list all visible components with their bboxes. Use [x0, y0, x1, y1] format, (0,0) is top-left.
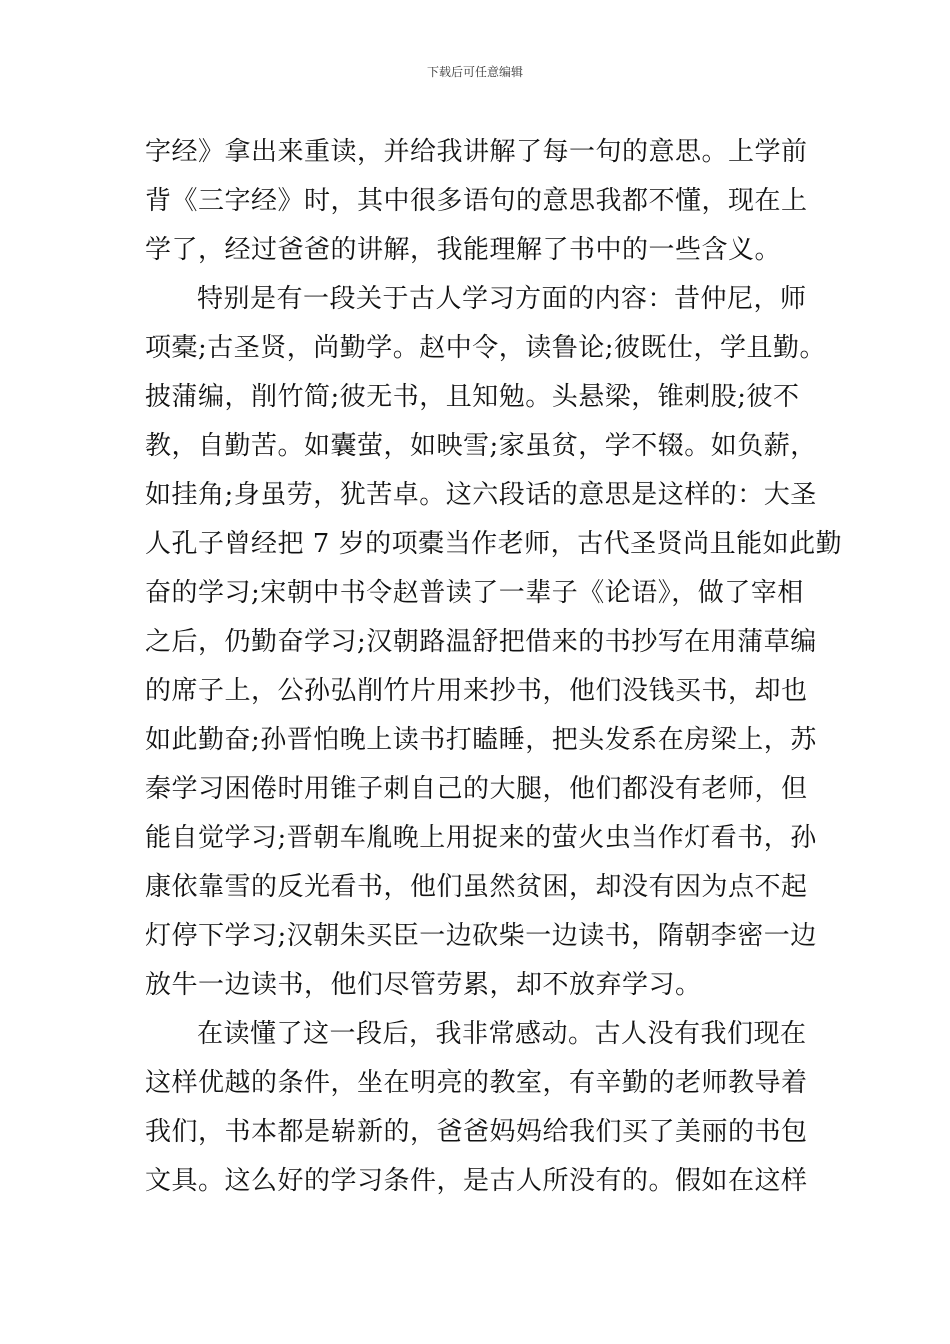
text-line: 如此勤奋;孙晋怕晚上读书打瞌睡，把头发系在房梁上，苏	[145, 725, 817, 755]
text-line: 康依靠雪的反光看书，他们虽然贫困，却没有因为点不起	[145, 872, 808, 902]
text-line: 放牛一边读书，他们尽管劳累，却不放弃学习。	[145, 970, 702, 1000]
paragraph	[145, 128, 815, 275]
text-line: 的席子上，公孙弘削竹片用来抄书，他们没钱买书，却也	[145, 676, 808, 706]
paragraph	[145, 1010, 815, 1206]
text-line: 字经》拿出来重读，并给我讲解了每一句的意思。上学前	[145, 137, 808, 167]
text-line: 之后，仍勤奋学习;汉朝路温舒把借来的书抄写在用蒲草编	[145, 627, 817, 657]
text-line: 教，自勤苦。如囊萤，如映雪;家虽贫，学不辍。如负薪，	[145, 431, 817, 461]
text-line: 项橐;古圣贤，尚勤学。赵中令，读鲁论;彼既仕，学且勤。	[145, 333, 827, 363]
text-line: 能自觉学习;晋朝车胤晚上用捉来的萤火虫当作灯看书，孙	[145, 823, 817, 853]
document-body	[145, 128, 843, 1206]
text-line: 文具。这么好的学习条件，是古人所没有的。假如在这样	[145, 1166, 808, 1196]
text-line: 灯停下学习;汉朝朱买臣一边砍柴一边读书，隋朝李密一边	[145, 921, 817, 951]
text-line: 奋的学习;宋朝中书令赵普读了一辈子《论语》，做了宰相	[145, 578, 804, 608]
text-line: 秦学习困倦时用锥子刺自己的大腿，他们都没有老师，但	[145, 774, 808, 804]
text-line: 特别是有一段关于古人学习方面的内容：昔仲尼，师	[197, 284, 807, 314]
text-line: 在读懂了这一段后，我非常感动。古人没有我们现在	[197, 1019, 807, 1049]
text-line: 这样优越的条件，坐在明亮的教室，有辛勤的老师教导着	[145, 1068, 808, 1098]
paragraph	[145, 275, 843, 1010]
text-line: 披蒲编，削竹简;彼无书，且知勉。头悬梁，锥刺股;彼不	[145, 382, 800, 412]
text-line: 学了，经过爸爸的讲解，我能理解了书中的一些含义。	[145, 235, 782, 265]
text-line: 如挂角;身虽劳，犹苦卓。这六段话的意思是这样的：大圣	[145, 480, 817, 510]
text-line: 背《三字经》时，其中很多语句的意思我都不懂，现在上	[145, 186, 808, 216]
text-line: 我们，书本都是崭新的，爸爸妈妈给我们买了美丽的书包	[145, 1117, 808, 1147]
text-line: 人孔子曾经把 7 岁的项橐当作老师，古代圣贤尚且能如此勤	[145, 529, 843, 559]
page-header: 下载后可任意编辑	[426, 65, 523, 79]
